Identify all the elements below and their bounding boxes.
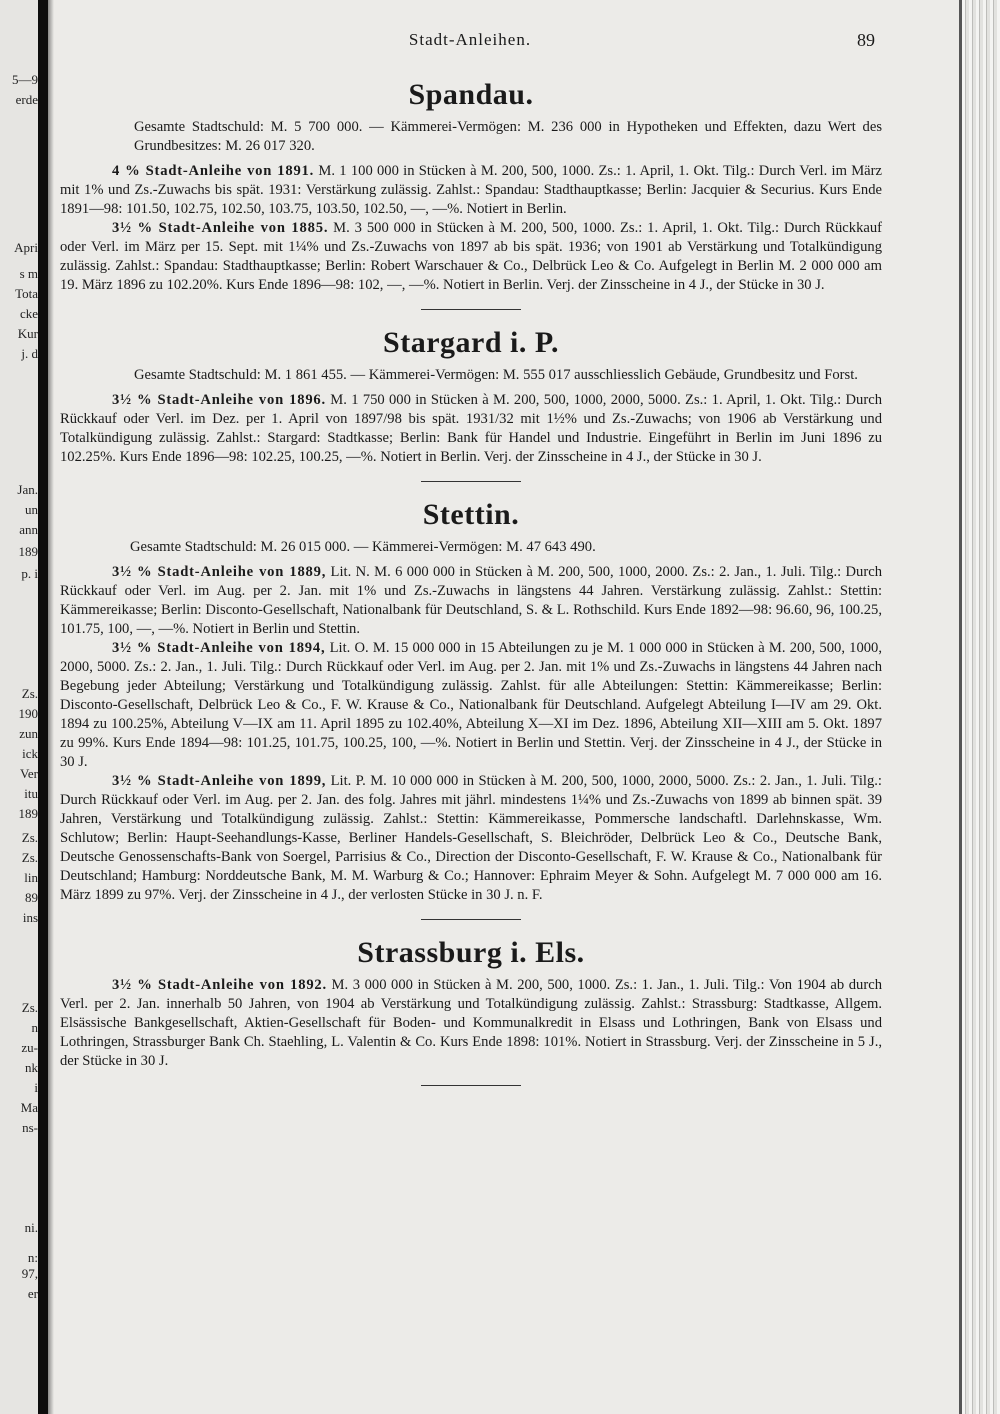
loan-heading: 3½ % Stadt-Anleihe von 1892. [112,977,327,993]
section-spandau [60,76,882,295]
gutter-shadow [48,0,54,1414]
margin-fragment: Jan. [17,482,38,497]
city-title: Stettin. [422,498,520,531]
margin-fragment: er [27,1286,38,1301]
margin-fragment: n [31,1020,38,1035]
margin-fragment: ick [22,746,38,761]
city-title: Stargard i. P. [383,326,559,359]
section-divider [421,481,521,482]
page-number: 89 [857,30,875,50]
margin-fragment: 97, [21,1266,38,1281]
running-header: Stadt-Anleihen. [408,30,532,49]
margin-fragment: 89 [25,890,38,905]
margin-fragment: ins [22,910,38,925]
margin-fragment: 5—9 [12,72,38,87]
margin-fragment: Zs. [21,830,38,845]
margin-fragment: j. d [21,346,38,361]
loan-entry [60,219,882,295]
debt-summary: Gesamte Stadtschuld: M. 26 015 000. — Kämmerei-Vermögen: M. 47 643 490. [130,539,596,555]
margin-fragment: 189 [18,544,38,559]
margin-fragment: cke [19,306,38,321]
section-stargard [60,324,882,467]
debt-summary: Gesamte Stadtschuld: M. 5 700 000. — Kämmerei-Vermögen: M. 236 000 in Hypotheken und Effekten, dazu Wert des Grundbesitzes: M. 26 017 320. [134,119,882,154]
loan-heading: 3½ % Stadt-Anleihe von 1899, [112,773,327,789]
margin-fragment: Zs. [21,686,38,701]
loan-entry [60,976,882,1071]
loan-text: Lit. N. M. 6 000 000 in Stücken à M. 200, 500, 1000, 2000. Zs.: 2. Jan., 1. Juli. Tilg.: Durch Rückkauf oder Verl. im Aug. per 2. Jan. mit 1% und Zs.-Zuwachs in längstens 44 Jahren. Verstärkung zulässig. Zahlst.: Stettin: Kämmereikasse; Berlin: Disconto-Gesellschaft, Nationalbank für Deutschland, S. & L. Rothschild. Kurs Ende 1892—98: 96.60, 96, 100.25, 101.75, 100, —, —%. Notiert in Berlin und Stettin. [60,564,882,637]
page-content [60,76,882,1100]
margin-fragment: p. i [21,566,38,581]
loan-text: M. 3 500 000 in Stücken à M. 200, 500, 1000. Zs.: 1. April, 1. Okt. Tilg.: Durch Rückkauf oder Verl. im März per 15. Sept. mit 1¼% und Zs.-Zuwachs von 1897 ab bis spät. 1936; von 1901 ab Verstärkung und Totalkündigung zulässig. Zahlst.: Spandau: Stadthauptkasse; Berlin: Robert Warschauer & Co., Delbrück Leo & Co. Aufgelegt in Berlin M. 2 000 000 am 19. März 1896 zu 102.20%. Kurs Ende 1896—98: 102, —, —%. Notiert in Berlin. Verj. der Zinsscheine in 4 J., der Stücke in 30 J. [60,220,883,293]
loan-heading: 3½ % Stadt-Anleihe von 1894, [112,640,326,656]
loan-text: M. 3 000 000 in Stücken à M. 200, 500, 1000. Zs.: 1. Jan., 1. Juli. Tilg.: Von 1904 ab durch Verl. per 2. Jan. innerhalb 50 Jahren, von 1904 ab Verstärkung und Totalkündigung zulässig. Zahlst.: Strassburg: Stadtkasse, Allgem. Elsässische Bankgesellschaft, Aktien-Gesellschaft für Boden- und Kommunalkredit in Elsass und Lothringen, Bank von Elsass und Lothringen, Strassburger Bank Ch. Staehling, L. Valentin & Co. Kurs Ende 1898: 101%. Notiert in Strassburg. Verj. der Zinsscheine in 5 J., der Stücke in 30 J. [60,977,882,1069]
margin-fragment: Kur [17,326,38,341]
loan-entry [60,639,882,772]
margin-fragment: Ver [19,766,38,781]
margin-fragment: s m [19,266,38,281]
margin-fragment: lin [24,870,38,885]
margin-fragment: Ma [20,1100,38,1115]
section-divider [421,309,521,310]
margin-fragment: i [34,1080,38,1095]
margin-fragment: erde [15,92,38,107]
margin-fragment: Zs. [21,1000,38,1015]
margin-fragment: Tota [15,286,38,301]
loan-entry [60,772,882,905]
loan-entry [60,162,882,219]
debt-summary: Gesamte Stadtschuld: M. 1 861 455. — Kämmerei-Vermögen: M. 555 017 ausschliesslich Gebäude, Grundbesitz und Forst. [134,367,858,383]
city-title: Strassburg i. Els. [357,936,585,969]
left-page-margin [0,0,38,1414]
loan-heading: 3½ % Stadt-Anleihe von 1885. [112,220,329,236]
loan-text: Lit. P. M. 10 000 000 in Stücken à M. 200, 500, 1000, 2000, 5000. Zs.: 2. Jan., 1. Juli. Tilg.: Durch Rückkauf oder Verl. im Aug. per 2. Jan. des folg. Jahres mit jährl. mindestens 1¼% und Zs.-Zuwachs von 1899 ab binnen spät. 39 Jahren, Verstärkung und Totalkündigung zulässig. Zahlst.: Stettin: Kämmereikasse, Pommersche landschaftl. Darlehnskasse, Wm. Schlutow; Berlin: Haupt-Seehandlungs-Kasse, Berliner Handels-Gesellschaft, S. Bleichröder, Delbrück Leo & Co., Deutsche Bank, Deutsche Genossenschafts-Bank von Soergel, Parrisius & Co., Direction der Disconto-Gesellschaft, F. W. Krause & Co., Nationalbank für Deutschland; Hamburg: Norddeutsche Bank, M. M. Warburg & Co.; Hannover: Ephraim Meyer & Sohn. Aufgelegt M. 7 000 000 am 16. März 1899 zu 97%. Verj. der Zinsscheine in 4 J., der verlosten Stücke in 30 J. n. F. [60,773,882,903]
book-gutter [38,0,48,1414]
margin-fragment: ni. [24,1220,38,1235]
right-page-edges [962,0,1000,1414]
margin-fragment: itu [24,786,38,801]
margin-fragment: nk [25,1060,38,1075]
margin-fragment: n: [27,1250,38,1265]
loan-heading: 3½ % Stadt-Anleihe von 1889, [112,564,327,580]
loan-entry [60,563,882,639]
margin-fragment: un [25,502,38,517]
margin-fragment: ns- [22,1120,38,1135]
loan-text: M. 1 750 000 in Stücken à M. 200, 500, 1000, 2000, 5000. Zs.: 1. April, 1. Okt. Tilg.: Durch Rückkauf oder Verl. im Dez. per 1. April von 1897/98 bis spät. 1931/32 mit 1½% und Zs.-Zuwachs; von 1906 ab Verstärkung und Totalkündigung zulässig. Zahlst.: Stargard: Stadtkasse; Berlin: Bank für Handel und Industrie. Eingeführt in Berlin im Juni 1896 zu 102.25%. Kurs Ende 1896—98: 102.25, 100.25, —%. Notiert in Berlin. Verj. der Zinsscheine in 4 J., der Stücke in 30 J. [60,392,882,465]
margin-fragment: zun [19,726,38,741]
margin-fragment: 190 [18,706,38,721]
loan-text: Lit. O. M. 15 000 000 in 15 Abteilungen zu je M. 1 000 000 in Stücken à M. 200, 500, 1000, 2000, 5000. Zs.: 2. Jan., 1. Juli. Tilg.: Durch Rückkauf oder Verl. im Aug. per 2. Jan. mit 1% und Zs.-Zuwachs in längstens 44 Jahren nach Begebung jeder Abteilung; Verstärkung und Totalkündigung zulässig. Zahlst. für alle Abteilungen: Stettin: Kämmereikasse; Berlin: Disconto-Gesellschaft, Delbrück Leo & Co., F. W. Krause & Co., Nationalbank für Deutschland. Aufgelegt Abteilung I—IV am 29. Okt. 1894 zu 100.25%, Abteilung V—IX am 11. April 1895 zu 102.40%, Abteilung X—XI im Dez. 1896, Abteilung XII—XIII am 5. Okt. 1897 zu 99%. Kurs Ende 1894—98: 101.25, 101.75, 100.25, 100, —%. Notiert in Berlin und Stettin. Verj. der Zinsscheine in 4 J., der Stücke in 30 J. [60,640,882,770]
city-title: Spandau. [408,78,534,111]
loan-text: M. 1 100 000 in Stücken à M. 200, 500, 1000. Zs.: 1. April, 1. Okt. Tilg.: Durch Verl. im März mit 1% und Zs.-Zuwachs bis spät. 1931: Verstärkung zulässig. Zahlst.: Spandau: Stadthauptkasse; Berlin: Jacquier & Securius. Kurs Ende 1891—98: 101.50, 102.75, 102.50, 103.75, 103.50, 102.50, —, —%. Notiert in Berlin. [60,163,882,217]
margin-fragment: ann [19,522,38,537]
section-divider [421,1085,521,1086]
section-divider [421,919,521,920]
loan-entry [60,391,882,467]
section-stettin [60,496,882,905]
section-strassburg [60,934,882,1071]
margin-fragment: Apri [14,240,38,255]
margin-fragment: 189 [18,806,38,821]
loan-heading: 3½ % Stadt-Anleihe von 1896. [112,392,326,408]
margin-fragment: zu- [21,1040,38,1055]
loan-heading: 4 % Stadt-Anleihe von 1891. [112,163,315,179]
margin-fragment: Zs. [21,850,38,865]
